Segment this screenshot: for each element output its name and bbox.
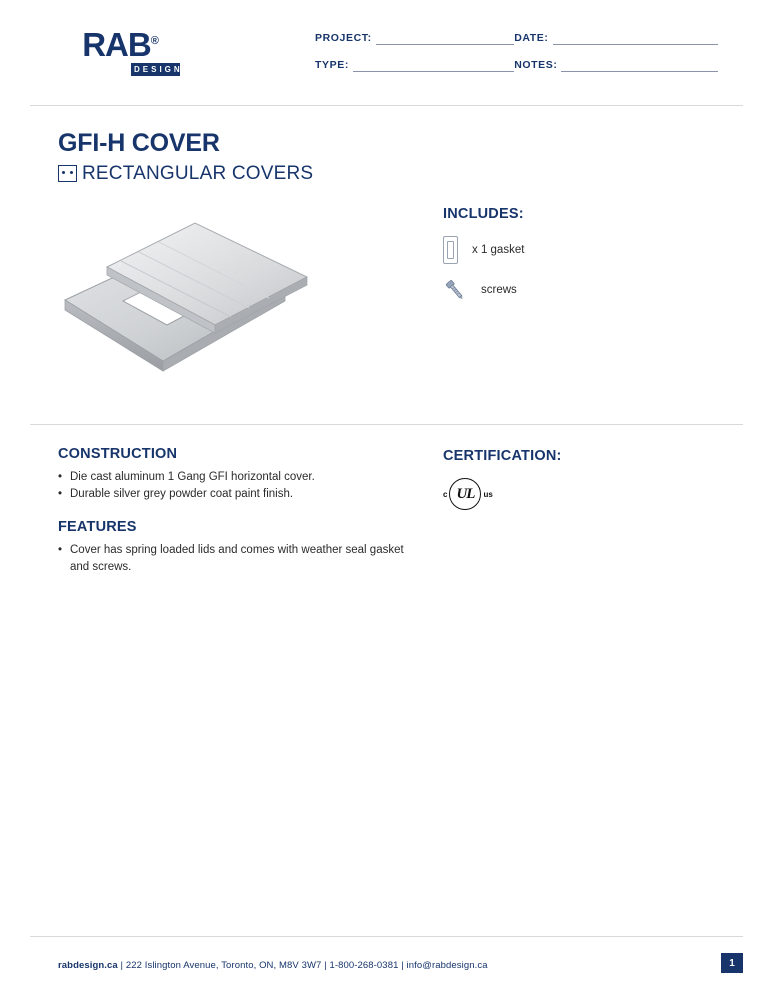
notes-input-line[interactable] <box>561 59 718 72</box>
notes-field[interactable] <box>514 59 718 72</box>
features-heading: FEATURES <box>58 519 137 535</box>
construction-bullet-list <box>58 469 408 504</box>
rab-logo <box>60 26 183 76</box>
list-item: • Die cast aluminum 1 Gang GFI horizontal cover. <box>58 469 408 486</box>
notes-label: NOTES: <box>514 59 558 71</box>
page-header <box>60 26 718 88</box>
ul-mark-us: us <box>483 489 493 499</box>
divider-bottom <box>30 936 743 937</box>
list-item: • Cover has spring loaded lids and comes with weather seal gasket and screws. <box>58 542 408 577</box>
footer-website[interactable]: rabdesign.ca <box>58 960 118 971</box>
ul-certification-mark <box>443 478 562 510</box>
product-illustration <box>55 205 355 405</box>
features-section <box>58 519 408 577</box>
footer-sep-3: | <box>398 960 407 971</box>
footer-address: 222 Islington Avenue, Toronto, ON, M8V 3W7 <box>125 960 322 971</box>
date-input-line[interactable] <box>553 32 719 45</box>
page-subtitle: RECTANGULAR COVERS <box>82 162 314 184</box>
page-title: GFI-H COVER <box>58 129 220 157</box>
footer-sep-2: | <box>321 960 330 971</box>
ul-logo-icon <box>449 478 481 510</box>
divider-middle <box>30 424 743 425</box>
includes-heading: INCLUDES: <box>443 206 524 222</box>
title-block <box>58 130 313 185</box>
list-item: • Durable silver grey powder coat paint finish. <box>58 486 408 503</box>
logo-subtext: DESIGN <box>131 63 180 76</box>
ul-mark-c: c <box>443 489 448 499</box>
include-item-gasket <box>443 236 524 264</box>
product-photo <box>55 205 355 405</box>
project-label: PROJECT: <box>315 32 372 44</box>
type-label: TYPE: <box>315 59 349 71</box>
construction-heading: CONSTRUCTION <box>58 446 178 462</box>
header-field-row-2 <box>315 59 718 72</box>
include-item-label: x 1 gasket <box>472 244 525 256</box>
features-bullet-list <box>58 542 408 577</box>
project-field[interactable] <box>315 32 514 45</box>
construction-section <box>58 446 408 504</box>
include-item-screws <box>443 278 524 302</box>
footer-sep-1: | <box>117 960 126 971</box>
divider-top <box>30 105 743 106</box>
certification-section <box>443 448 562 510</box>
certification-heading: CERTIFICATION: <box>443 448 562 464</box>
type-input-line[interactable] <box>353 59 514 72</box>
project-input-line[interactable] <box>376 32 514 45</box>
logo-registered-mark: ® <box>150 35 158 47</box>
type-field[interactable] <box>315 59 514 72</box>
subtitle-row <box>58 163 313 185</box>
logo-wordmark <box>60 28 180 61</box>
include-item-label: screws <box>481 284 517 296</box>
ul-mark-center: UL <box>456 485 475 502</box>
footer-phone[interactable]: 1-800-268-0381 <box>329 960 399 971</box>
rectangle-cover-icon <box>58 165 77 182</box>
screw-icon <box>443 278 467 302</box>
header-fields <box>315 32 718 86</box>
logo-name: RAB <box>82 26 151 63</box>
date-field[interactable] <box>514 32 718 45</box>
gasket-icon <box>443 236 458 264</box>
header-field-row-1 <box>315 32 718 45</box>
footer-email[interactable]: info@rabdesign.ca <box>406 960 488 971</box>
page-number-badge: 1 <box>721 953 743 973</box>
page-footer <box>58 960 488 971</box>
includes-section <box>443 206 524 302</box>
date-label: DATE: <box>514 32 549 44</box>
